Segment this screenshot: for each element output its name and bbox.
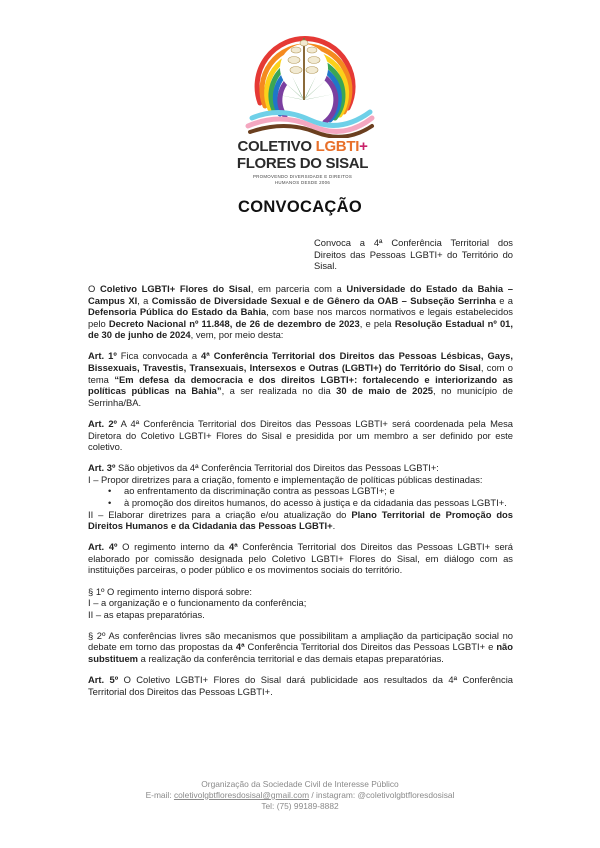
document-summary: Convoca a 4ª Conferência Territorial dos Direitos das Pessoas LGBTI+ do Território do Sisal.	[314, 237, 513, 272]
coletivo-logo	[230, 8, 375, 190]
page-footer	[0, 779, 600, 811]
paragraph-1-head: § 1º O regimento interno disporá sobre:	[88, 585, 252, 597]
sisal-flower-emblem-icon	[230, 8, 375, 138]
paragraph-1-item-1: I – a organização e o funcionamento da conferência;	[88, 597, 307, 609]
logo-title-line1: COLETIVO LGBTI+	[237, 138, 368, 155]
list-item: • ao enfrentamento da discriminação contra as pessoas LGBTI+; e	[124, 485, 513, 497]
paragraph-1-item-2: II – as etapas preparatórias.	[88, 608, 205, 620]
article-4: Art. 4º O regimento interno da 4ª Conferência Territorial dos Direitos das Pessoas LGBTI+ será elaborado por comissão designada pelo Coletivo LGBTI+ Flores do Sisal, em diálogo com as instituições parceiras, o poder público e os movimentos sociais do território.	[88, 541, 513, 576]
article-3-head: Art. 3º São objetivos da 4ª Conferência Territorial dos Direitos das Pessoas LGBTI+:	[88, 462, 439, 474]
paragraph-2: § 2º As conferências livres são mecanismos que possibilitam a ampliação da participação social no debate em torno das propostas da 4ª Conferência Territorial dos Direitos das Pessoas LGBTI+ e não substituem a realização da conferência territorial e das demais etapas preparatórias.	[88, 629, 513, 665]
article-2: Art. 2º A 4ª Conferência Territorial dos Direitos das Pessoas LGBTI+ será coordenada pela Mesa Diretora do Coletivo LGBTI+ Flores do Sisal e presidida por um membro a ser definido por este coletivo.	[88, 417, 513, 453]
footer-email-link[interactable]: coletivolgbtfloresdosisal@gmail.com	[173, 789, 310, 800]
list-item: • à promoção dos direitos humanos, do acesso à justiça e da cidadania das pessoas LGBTI+.	[124, 497, 513, 509]
article-3	[88, 462, 513, 532]
logo-title-line2: FLORES DO SISAL	[236, 155, 369, 172]
article-3-item-2: II – Elaborar diretrizes para a criação e/ou atualização do Plano Territorial de Promoção dos Direitos Humanos e da Cidadania das Pessoas LGBTI+.	[88, 508, 513, 532]
logo-tagline: PROMOVENDO DIVERSIDADE E DIREITOS HUMANOS DESDE 2006	[252, 174, 353, 185]
document-body	[88, 283, 513, 707]
intro-paragraph: O Coletivo LGBTI+ Flores do Sisal, em parceria com a Universidade do Estado da Bahia – Campus XI, a Comissão de Diversidade Sexual e de Gênero da OAB – Subseção Serrinha e a Defensoria Pública do Estado da Bahia, com base nos marcos normativos e legais estabelecidos pelo Decreto Nacional nº 11.848, de 26 de dezembro de 2023, e pela Resolução Estadual nº 01, de 30 de junho de 2024, vem, por meio desta:	[88, 283, 514, 341]
article-3-item-1: I – Propor diretrizes para a criação, fomento e implementação de políticas públicas destinadas:	[88, 473, 483, 485]
footer-org: Organização da Sociedade Civil de Interesse Público	[201, 779, 399, 789]
document-title: CONVOCAÇÃO	[237, 198, 362, 216]
article-5: Art. 5º O Coletivo LGBTI+ Flores do Sisal dará publicidade aos resultados da 4ª Conferência Territorial dos Direitos das Pessoas LGBTI+.	[88, 674, 513, 697]
article-3-bullets	[88, 485, 513, 508]
paragraph-1	[88, 586, 513, 621]
footer-contact: E-mail: coletivolgbtfloresdosisal@gmail.com / instagram: @coletivolgbtfloresdosisal	[145, 789, 455, 800]
footer-phone: Tel: (75) 99189-8882	[261, 800, 339, 811]
article-1: Art. 1º Fica convocada a 4ª Conferência Territorial dos Direitos das Pessoas Lésbicas, Gays, Bissexuais, Travestis, Transexuais, Intersexos e Outras (LGBTI+) do Território do Sisal, com o tema “Em defesa da democracia e dos direitos LGBTI+: fortalecendo e interiorizando as políticas públicas na Bahia”, a ser realizada no dia 30 de maio de 2025, no município de Serrinha/BA.	[88, 350, 514, 408]
